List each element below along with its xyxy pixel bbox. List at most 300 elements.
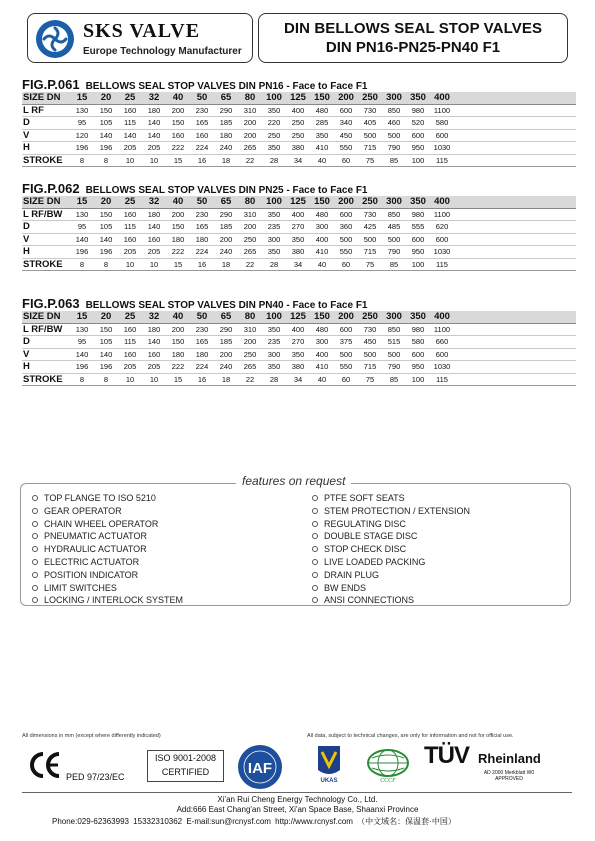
size-header-cell: 100 — [262, 311, 286, 323]
document-title: DIN BELLOWS SEAL STOP VALVES — [283, 20, 543, 37]
row-label: L RF — [23, 104, 44, 116]
table-cell: 180 — [195, 349, 209, 359]
table-cell: 18 — [221, 155, 231, 165]
table-row — [22, 323, 576, 336]
table-cell: 100 — [411, 259, 425, 269]
row-filler — [454, 129, 576, 142]
figure-description: BELLOWS SEAL STOP VALVES DIN PN25 - Face to Face F1 — [85, 185, 368, 196]
table-cell: 400 — [291, 209, 305, 219]
table-cell: 285 — [315, 118, 329, 127]
dimension-table-pn25 — [22, 180, 576, 271]
table-cell: 340 — [339, 118, 353, 127]
row-label: D — [23, 336, 30, 347]
table-cell: 500 — [339, 349, 353, 359]
table-cell: 224 — [195, 143, 209, 152]
table-cell: 980 — [411, 209, 425, 219]
table-cell: 790 — [387, 247, 401, 256]
table-cell: 600 — [435, 130, 449, 140]
size-header-cell: 350 — [406, 92, 430, 104]
table-cell: 200 — [243, 337, 257, 346]
size-header-cell: 350 — [406, 196, 430, 208]
table-cell: 22 — [245, 259, 255, 269]
table-cell: 950 — [411, 362, 425, 371]
feature-item — [32, 556, 183, 569]
table-cell: 180 — [171, 349, 185, 359]
table-cell: 16 — [197, 259, 207, 269]
table-cell: 290 — [219, 105, 233, 115]
row-label: V — [23, 348, 30, 360]
table-cell: 850 — [387, 105, 401, 115]
header-filler — [454, 311, 576, 323]
size-header-cell: 100 — [262, 92, 286, 104]
table-cell: 425 — [363, 222, 377, 231]
table-cell: 555 — [411, 222, 425, 231]
table-cell: 115 — [124, 337, 136, 346]
table-cell: 500 — [387, 349, 401, 359]
feature-item — [32, 492, 183, 505]
table-cell: 34 — [293, 259, 303, 269]
table-cell: 580 — [435, 118, 449, 127]
table-cell: 222 — [171, 247, 185, 256]
table-cell: 165 — [195, 118, 209, 127]
row-label: V — [23, 233, 30, 245]
size-header-cell: 125 — [286, 92, 310, 104]
table-cell: 224 — [195, 247, 209, 256]
tuv-rheinland-word: Rheinland — [478, 751, 541, 766]
size-header-cell: 200 — [334, 311, 358, 323]
table-cell: 10 — [125, 259, 135, 269]
table-cell: 196 — [99, 143, 113, 152]
table-row — [22, 336, 576, 349]
table-cell: 600 — [411, 234, 425, 244]
circle-bullet-icon — [32, 508, 38, 514]
table-cell: 196 — [99, 247, 113, 256]
size-header-cell: 20 — [94, 196, 118, 208]
table-cell: 980 — [411, 324, 425, 334]
size-header-cell: 32 — [142, 196, 166, 208]
table-cell: 200 — [219, 234, 233, 244]
table-cell: 600 — [339, 324, 353, 334]
circle-bullet-icon — [312, 533, 318, 539]
table-cell: 350 — [267, 105, 281, 115]
table-cell: 150 — [171, 222, 185, 231]
table-cell: 60 — [341, 259, 351, 269]
feature-label: TOP FLANGE TO ISO 5210 — [44, 493, 156, 503]
table-cell: 205 — [147, 143, 161, 152]
table-cell: 200 — [243, 222, 257, 231]
table-cell: 240 — [219, 143, 233, 152]
dimension-table — [22, 92, 576, 167]
table-cell: 500 — [387, 130, 401, 140]
table-cell: 480 — [315, 105, 329, 115]
table-cell: 1030 — [433, 143, 451, 152]
table-cell: 350 — [291, 349, 305, 359]
table-cell: 600 — [339, 209, 353, 219]
row-label: STROKE — [23, 154, 63, 166]
table-cell: 290 — [219, 324, 233, 334]
feature-label: ELECTRIC ACTUATOR — [44, 556, 140, 567]
table-cell: 730 — [363, 209, 377, 219]
circle-bullet-icon — [32, 495, 38, 501]
table-cell: 140 — [99, 349, 113, 359]
figure-code: FIG.P.061 — [22, 77, 80, 92]
row-label: L RF/BW — [23, 208, 63, 220]
row-filler — [454, 154, 576, 167]
size-header-cell: 40 — [166, 196, 190, 208]
table-cell: 160 — [171, 130, 185, 140]
circle-bullet-icon — [312, 508, 318, 514]
table-cell: 205 — [123, 247, 137, 256]
size-header-cell: 40 — [166, 92, 190, 104]
table-cell: 130 — [75, 324, 89, 334]
table-cell: 140 — [147, 337, 161, 346]
feature-label: LIMIT SWITCHES — [44, 582, 117, 593]
table-cell: 40 — [317, 155, 327, 165]
iso-standard: ISO 9001-2008 — [154, 753, 217, 763]
table-cell: 300 — [267, 234, 281, 244]
table-cell: 160 — [123, 209, 137, 219]
feature-label: REGULATING DISC — [324, 518, 406, 529]
iaf-label: IAF — [247, 760, 273, 777]
row-filler — [454, 373, 576, 386]
table-cell: 150 — [99, 105, 113, 115]
table-cell: 600 — [435, 234, 449, 244]
row-filler — [454, 336, 576, 349]
table-cell: 250 — [243, 349, 257, 359]
size-dn-header: SIZE DN — [22, 196, 70, 208]
feature-item — [312, 569, 470, 582]
size-header-cell: 32 — [142, 311, 166, 323]
header-filler — [454, 92, 576, 104]
size-header-cell: 400 — [430, 196, 454, 208]
company-address: Add:666 East Chang'an Street, Xi'an Space Base, Shaanxi Province — [176, 805, 419, 814]
size-header-cell: 200 — [334, 92, 358, 104]
table-cell: 600 — [411, 349, 425, 359]
table-cell: 160 — [195, 130, 209, 140]
table-cell: 235 — [267, 337, 281, 346]
brand-name: SKS VALVE — [83, 20, 201, 42]
table-cell: 265 — [243, 143, 257, 152]
row-filler — [454, 361, 576, 374]
table-cell: 115 — [436, 155, 448, 165]
table-cell: 8 — [103, 374, 109, 384]
table-cell: 450 — [339, 130, 353, 140]
table-cell: 400 — [315, 234, 329, 244]
table-cell: 715 — [363, 247, 377, 256]
size-header-cell: 20 — [94, 311, 118, 323]
circle-bullet-icon — [312, 495, 318, 501]
circle-bullet-icon — [32, 546, 38, 552]
row-filler — [454, 246, 576, 259]
table-cell: 180 — [171, 234, 185, 244]
table-cell: 115 — [124, 118, 136, 127]
table-cell: 28 — [269, 259, 279, 269]
table-cell: 22 — [245, 155, 255, 165]
table-cell: 150 — [171, 337, 185, 346]
table-cell: 205 — [147, 247, 161, 256]
table-cell: 140 — [147, 130, 161, 140]
table-cell: 8 — [103, 155, 109, 165]
table-cell: 350 — [267, 324, 281, 334]
size-header-cell: 50 — [190, 311, 214, 323]
size-header-cell: 300 — [382, 196, 406, 208]
circle-bullet-icon — [32, 521, 38, 527]
table-cell: 235 — [267, 222, 281, 231]
cccf-label: CCCF — [380, 778, 396, 784]
table-cell: 550 — [339, 143, 353, 152]
table-cell: 360 — [339, 222, 353, 231]
table-row — [22, 104, 576, 117]
table-cell: 34 — [293, 374, 303, 384]
dimension-table — [22, 311, 576, 386]
features-title: features on request — [236, 474, 351, 488]
table-cell: 85 — [389, 259, 399, 269]
figure-description: BELLOWS SEAL STOP VALVES DIN PN40 - Face to Face F1 — [85, 300, 368, 311]
size-header-cell: 20 — [94, 92, 118, 104]
row-filler — [454, 208, 576, 221]
feature-item — [32, 569, 183, 582]
feature-item — [312, 556, 470, 569]
table-cell: 200 — [171, 324, 185, 334]
ce-mark-icon — [28, 750, 62, 780]
table-cell: 600 — [339, 105, 353, 115]
table-cell: 405 — [363, 118, 377, 127]
table-cell: 230 — [195, 209, 209, 219]
table-cell: 222 — [171, 143, 185, 152]
table-cell: 580 — [411, 337, 425, 346]
table-cell: 410 — [315, 247, 329, 256]
iso-certified: CERTIFIED — [161, 767, 210, 777]
size-header-cell: 400 — [430, 92, 454, 104]
table-cell: 400 — [315, 349, 329, 359]
table-cell: 130 — [75, 209, 89, 219]
size-header-cell: 40 — [166, 311, 190, 323]
size-header-cell: 250 — [358, 196, 382, 208]
row-label: H — [23, 246, 30, 257]
table-cell: 250 — [291, 130, 305, 140]
circle-bullet-icon — [312, 572, 318, 578]
table-cell: 790 — [387, 362, 401, 371]
table-cell: 715 — [363, 143, 377, 152]
features-list-left — [32, 492, 183, 607]
table-cell: 15 — [173, 259, 183, 269]
row-label: H — [23, 142, 30, 153]
table-cell: 350 — [315, 130, 329, 140]
table-cell: 1100 — [433, 209, 451, 219]
table-cell: 160 — [147, 349, 161, 359]
table-cell: 160 — [147, 234, 161, 244]
circle-bullet-icon — [32, 559, 38, 565]
row-filler — [454, 142, 576, 155]
table-cell: 1030 — [433, 247, 451, 256]
size-header-cell: 300 — [382, 311, 406, 323]
feature-label: LIVE LOADED PACKING — [324, 556, 426, 567]
table-cell: 185 — [219, 118, 233, 127]
table-cell: 160 — [123, 105, 137, 115]
table-cell: 196 — [99, 362, 113, 371]
table-cell: 400 — [291, 105, 305, 115]
tuv-rheinland-logo — [424, 742, 564, 788]
row-filler — [454, 233, 576, 246]
table-cell: 196 — [75, 247, 89, 256]
table-header-row — [22, 196, 576, 208]
table-cell: 185 — [219, 337, 233, 346]
feature-item — [312, 594, 470, 607]
table-cell: 180 — [147, 209, 161, 219]
document-subtitle: DIN PN16-PN25-PN40 F1 — [325, 39, 501, 56]
feature-item — [32, 582, 183, 595]
brand-tagline: Europe Technology Manufacturer — [83, 46, 242, 57]
row-filler — [454, 221, 576, 234]
table-cell: 22 — [245, 374, 255, 384]
row-filler — [454, 104, 576, 117]
table-row — [22, 246, 576, 259]
table-cell: 300 — [267, 349, 281, 359]
row-filler — [454, 117, 576, 130]
size-header-cell: 80 — [238, 196, 262, 208]
table-title — [22, 180, 576, 196]
table-cell: 790 — [387, 143, 401, 152]
table-cell: 230 — [195, 324, 209, 334]
size-header-cell: 350 — [406, 311, 430, 323]
feature-item — [32, 594, 183, 607]
table-cell: 600 — [411, 130, 425, 140]
table-cell: 205 — [123, 362, 137, 371]
brand-logo-box — [27, 13, 253, 63]
size-dn-header: SIZE DN — [22, 92, 70, 104]
table-cell: 200 — [219, 349, 233, 359]
table-cell: 16 — [197, 155, 207, 165]
table-row — [22, 129, 576, 142]
table-cell: 265 — [243, 247, 257, 256]
table-cell: 380 — [291, 143, 305, 152]
table-cell: 205 — [123, 143, 137, 152]
dimension-table-pn40 — [22, 295, 576, 386]
table-cell: 350 — [291, 234, 305, 244]
iso-certificate-badge — [147, 750, 224, 782]
feature-label: ANSI CONNECTIONS — [324, 595, 415, 606]
dimension-table — [22, 196, 576, 271]
size-header-cell: 125 — [286, 311, 310, 323]
table-cell: 140 — [75, 349, 89, 359]
table-cell: 196 — [75, 143, 89, 152]
figure-code: FIG.P.063 — [22, 296, 80, 311]
size-header-cell: 25 — [118, 196, 142, 208]
size-header-cell: 25 — [118, 92, 142, 104]
figure-description: BELLOWS SEAL STOP VALVES DIN PN16 - Face to Face F1 — [85, 81, 368, 92]
table-cell: 28 — [269, 155, 279, 165]
size-header-cell: 100 — [262, 196, 286, 208]
row-label: D — [23, 221, 30, 232]
feature-item — [32, 530, 183, 543]
table-cell: 850 — [387, 324, 401, 334]
table-cell: 350 — [267, 209, 281, 219]
feature-label: DOUBLE STAGE DISC — [324, 531, 418, 542]
table-cell: 140 — [123, 130, 137, 140]
features-list-right — [312, 492, 470, 607]
table-cell: 34 — [293, 155, 303, 165]
size-header-cell: 250 — [358, 92, 382, 104]
table-cell: 60 — [341, 155, 351, 165]
table-cell: 185 — [219, 222, 233, 231]
table-cell: 140 — [75, 234, 89, 244]
table-cell: 95 — [77, 118, 87, 127]
ukas-label: UKAS — [320, 778, 338, 784]
table-row — [22, 154, 576, 167]
table-cell: 950 — [411, 143, 425, 152]
table-cell: 950 — [411, 247, 425, 256]
row-filler — [454, 258, 576, 271]
size-header-cell: 65 — [214, 311, 238, 323]
table-cell: 140 — [147, 222, 161, 231]
table-cell: 165 — [195, 337, 209, 346]
table-cell: 850 — [387, 209, 401, 219]
table-cell: 410 — [315, 362, 329, 371]
table-cell: 40 — [317, 259, 327, 269]
table-cell: 400 — [291, 324, 305, 334]
feature-label: POSITION INDICATOR — [44, 569, 139, 580]
size-header-cell: 15 — [70, 92, 94, 104]
table-cell: 265 — [243, 362, 257, 371]
table-cell: 95 — [77, 222, 87, 231]
table-cell: 250 — [291, 118, 305, 127]
table-cell: 140 — [99, 130, 113, 140]
feature-label: GEAR OPERATOR — [44, 505, 122, 516]
table-cell: 410 — [315, 143, 329, 152]
circle-bullet-icon — [312, 521, 318, 527]
table-cell: 115 — [124, 222, 136, 231]
figure-code: FIG.P.062 — [22, 181, 80, 196]
feature-item — [32, 505, 183, 518]
table-cell: 310 — [243, 209, 257, 219]
table-cell: 180 — [219, 130, 233, 140]
table-cell: 105 — [99, 222, 113, 231]
table-cell: 10 — [125, 374, 135, 384]
dimension-table-pn16 — [22, 76, 576, 167]
table-cell: 224 — [195, 362, 209, 371]
table-cell: 380 — [291, 362, 305, 371]
size-header-cell: 250 — [358, 311, 382, 323]
table-cell: 10 — [149, 155, 159, 165]
row-label: L RF/BW — [23, 323, 63, 335]
table-cell: 140 — [147, 118, 161, 127]
table-cell: 105 — [99, 118, 113, 127]
size-header-cell: 125 — [286, 196, 310, 208]
table-cell: 8 — [79, 155, 85, 165]
size-header-cell: 300 — [382, 92, 406, 104]
ped-directive: PED 97/23/EC — [66, 772, 125, 782]
table-cell: 520 — [411, 118, 425, 127]
table-cell: 115 — [436, 259, 448, 269]
table-cell: 180 — [147, 105, 161, 115]
row-label: H — [23, 361, 30, 372]
table-cell: 160 — [123, 349, 137, 359]
size-header-cell: 150 — [310, 311, 334, 323]
table-cell: 8 — [79, 259, 85, 269]
feature-label: DRAIN PLUG — [324, 569, 380, 580]
table-cell: 160 — [123, 234, 137, 244]
size-header-cell: 32 — [142, 92, 166, 104]
table-cell: 16 — [197, 374, 207, 384]
table-cell: 8 — [103, 259, 109, 269]
table-cell: 1100 — [433, 324, 451, 334]
size-header-cell: 15 — [70, 311, 94, 323]
table-cell: 450 — [363, 337, 377, 346]
table-cell: 200 — [171, 209, 185, 219]
table-cell: 350 — [267, 362, 281, 371]
table-cell: 105 — [99, 337, 113, 346]
table-cell: 515 — [387, 337, 401, 346]
